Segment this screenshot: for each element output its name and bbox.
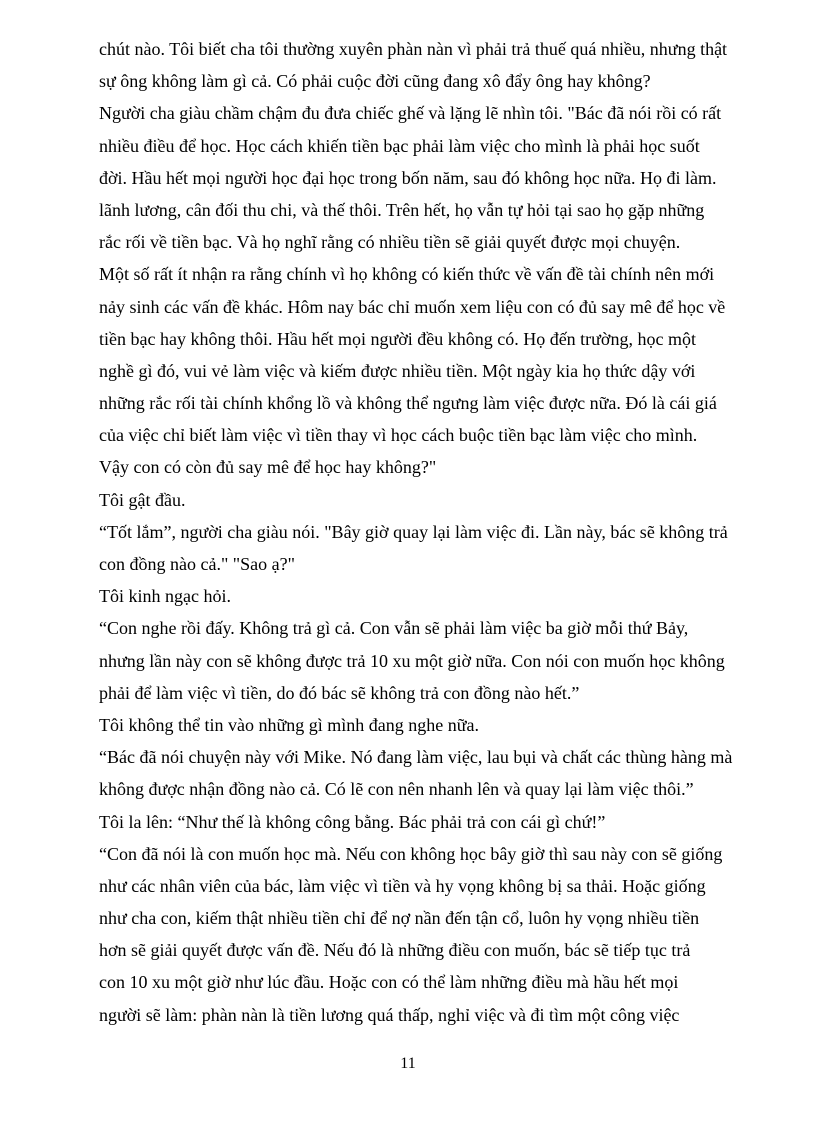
text-line: Người cha giàu chầm chậm đu đưa chiếc ghế và lặng lẽ nhìn tôi. "Bác đã nói rồi có rất xyxy=(99,103,722,124)
text-line: “Con nghe rồi đấy. Không trả gì cả. Con vẫn sẽ phải làm việc ba giờ mỗi thứ Bảy, xyxy=(99,618,689,639)
text-line: người sẽ làm: phàn nàn là tiền lương quá thấp, nghỉ việc và đi tìm một công việc xyxy=(99,1004,680,1025)
text-line: như cha con, kiếm thật nhiều tiền chỉ để nợ nần đến tận cổ, luôn hy vọng nhiều tiền xyxy=(99,908,700,929)
text-line: con đồng nào cả." "Sao ạ?" xyxy=(99,554,295,574)
text-line: sự ông không làm gì cả. Có phải cuộc đời cũng đang xô đẩy ông hay không? xyxy=(99,71,651,92)
text-line: chút nào. Tôi biết cha tôi thường xuyên phàn nàn vì phải trả thuế quá nhiều, nhưng thật xyxy=(99,39,728,59)
text-line: “Con đã nói là con muốn học mà. Nếu con không học bây giờ thì sau này con sẽ giống xyxy=(99,843,723,864)
text-line: Tôi kinh ngạc hỏi. xyxy=(99,586,231,607)
text-line: Tôi gật đầu. xyxy=(99,489,186,510)
text-line: “Bác đã nói chuyện này với Mike. Nó đang làm việc, lau bụi và chất các thùng hàng mà xyxy=(99,747,733,768)
text-line: những rắc rối tài chính khổng lồ và không thể ngưng làm việc được nữa. Đó là cái giá xyxy=(99,393,717,414)
text-line: nghề gì đó, vui vẻ làm việc và kiếm được nhiều tiền. Một ngày kia họ thức dậy với xyxy=(99,360,696,381)
text-line: của việc chỉ biết làm việc vì tiền thay vì học cách buộc tiền bạc làm việc cho mình. xyxy=(99,425,698,446)
text-line: phải để làm việc vì tiền, do đó bác sẽ không trả con đồng nào hết.” xyxy=(99,682,580,703)
page-number: 11 xyxy=(400,1055,416,1072)
text-line: con 10 xu một giờ như lúc đầu. Hoặc con có thể làm những điều mà hầu hết mọi xyxy=(99,972,679,993)
text-line: đời. Hầu hết mọi người học đại học trong bốn năm, sau đó không học nữa. Họ đi làm. xyxy=(99,167,717,188)
text-line: hơn sẽ giải quyết được vấn đề. Nếu đó là những điều con muốn, bác sẽ tiếp tục trả xyxy=(99,940,691,961)
body-text xyxy=(99,33,799,1031)
text-line: Tôi không thể tin vào những gì mình đang nghe nữa. xyxy=(99,714,479,735)
text-line: rắc rối về tiền bạc. Và họ nghĩ rằng có nhiều tiền sẽ giải quyết được mọi chuyện. xyxy=(99,232,681,253)
text-line: không được nhận đồng nào cả. Có lẽ con nên nhanh lên và quay lại làm việc thôi.” xyxy=(99,779,694,800)
text-line: lãnh lương, cân đối thu chi, và thế thôi. Trên hết, họ vẫn tự hỏi tại sao họ gặp những xyxy=(99,199,705,220)
text-line: nhưng lần này con sẽ không được trả 10 xu một giờ nữa. Con nói con muốn học không xyxy=(99,650,725,671)
text-line: nhiều điều để học. Học cách khiến tiền bạc phải làm việc cho mình là phải học suốt xyxy=(99,135,700,156)
text-line: tiền bạc hay không thôi. Hầu hết mọi người đều không có. Họ đến trường, học một xyxy=(99,328,696,349)
text-line: Tôi la lên: “Như thế là không công bằng. Bác phải trả con cái gì chứ!” xyxy=(99,811,606,832)
text-line: Vậy con có còn đủ say mê để học hay không?" xyxy=(99,457,437,478)
text-line: Một số rất ít nhận ra rằng chính vì họ không có kiến thức về vấn đề tài chính nên mới xyxy=(99,264,715,285)
text-line: như các nhân viên của bác, làm việc vì tiền và hy vọng không bị sa thải. Hoặc giống xyxy=(99,875,706,896)
text-line: nảy sinh các vấn đề khác. Hôm nay bác chỉ muốn xem liệu con có đủ say mê để học về xyxy=(99,296,726,317)
text-line: “Tốt lắm”, người cha giàu nói. "Bây giờ quay lại làm việc đi. Lần này, bác sẽ không trả xyxy=(99,521,728,542)
